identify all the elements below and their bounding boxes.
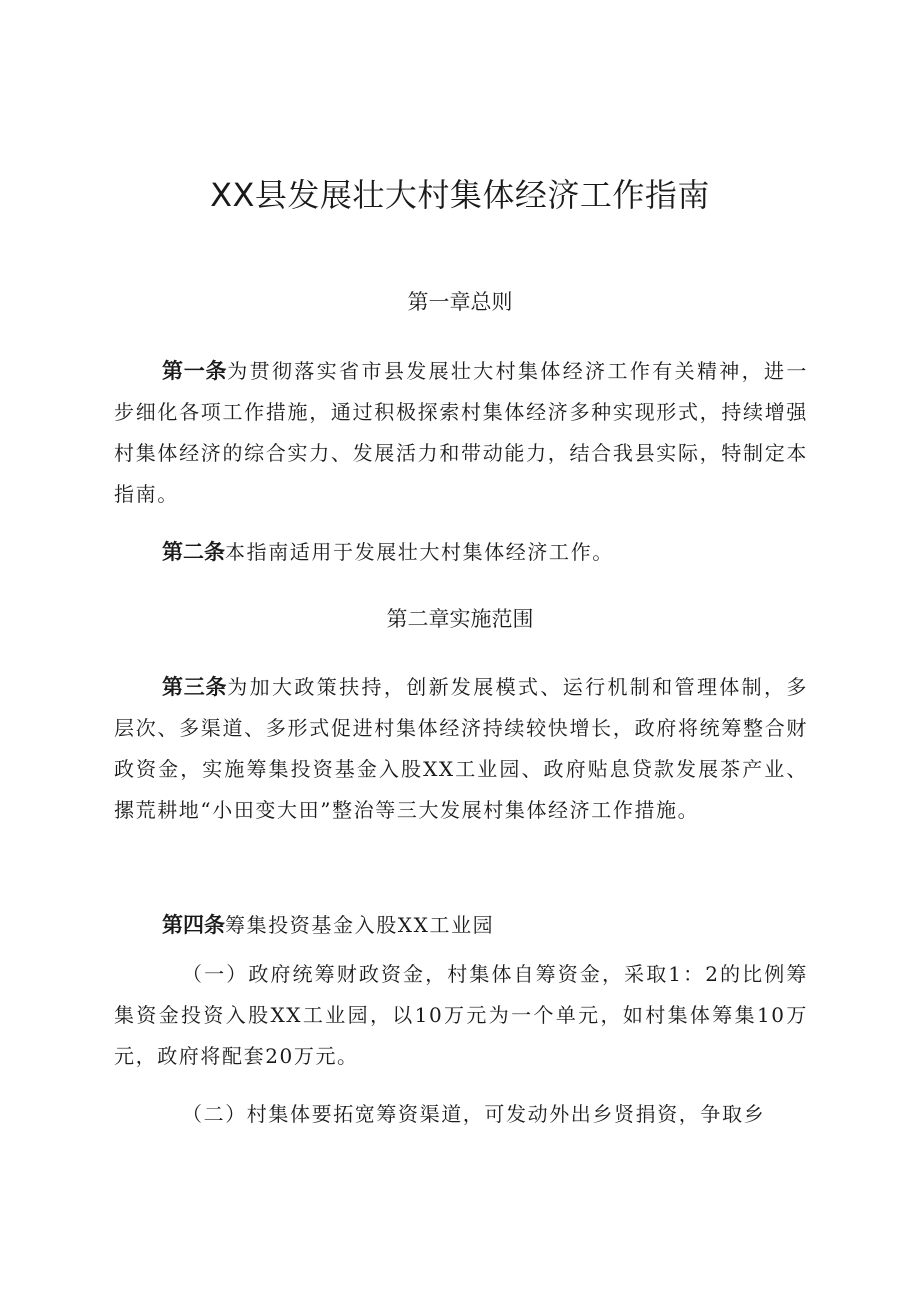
article-4: [114, 905, 808, 946]
article-3-text: 为加大政策扶持，创新发展模式、运行机制和管理体制，多层次、多渠道、多形式促进村集体经济持续较快增长，政府将统筹整合财政资金，实施筹集投资基金入股XX工业园、政府贴息贷款发展茶产业、摞荒耕地“小田变大田”整治等三大发展村集体经济工作措施。: [114, 675, 808, 822]
article-1-lead: 第一条: [162, 359, 228, 383]
article-3-lead: 第三条: [162, 675, 228, 699]
article-2-lead: 第二条: [162, 540, 225, 564]
article-4-item-1: （一）政府统筹财政资金，村集体自筹资金，采取1：2的比例筹集资金投资入股XX工业园，以10万元为一个单元，如村集体筹集10万元，政府将配套20万元。: [114, 962, 808, 1068]
article-2-text: 本指南适用于发展壮大村集体经济工作。: [225, 540, 614, 564]
article-4-lead: 第四条: [162, 913, 225, 937]
article-2: [114, 532, 808, 573]
article-4-text: 筹集投资基金入股XX工业园: [225, 913, 495, 937]
chapter-1-heading: 第一章总则: [407, 290, 513, 314]
article-4-item-2: （二）村集体要拓宽筹资渠道，可发动外出乡贤捐资，争取乡: [182, 1102, 766, 1126]
chapter-2-heading: 第二章实施范围: [386, 607, 534, 631]
article-1: [114, 351, 808, 515]
article-3: [114, 667, 808, 831]
article-1-text: 为贯彻落实省市县发展壮大村集体经济工作有关精神，进一步细化各项工作措施，通过积极探索村集体经济多种实现形式，持续增强村集体经济的综合实力、发展活力和带动能力，结合我县实际，特制定本指南。: [114, 359, 808, 506]
document-title: XX县发展壮大村集体经济工作指南: [210, 176, 710, 214]
